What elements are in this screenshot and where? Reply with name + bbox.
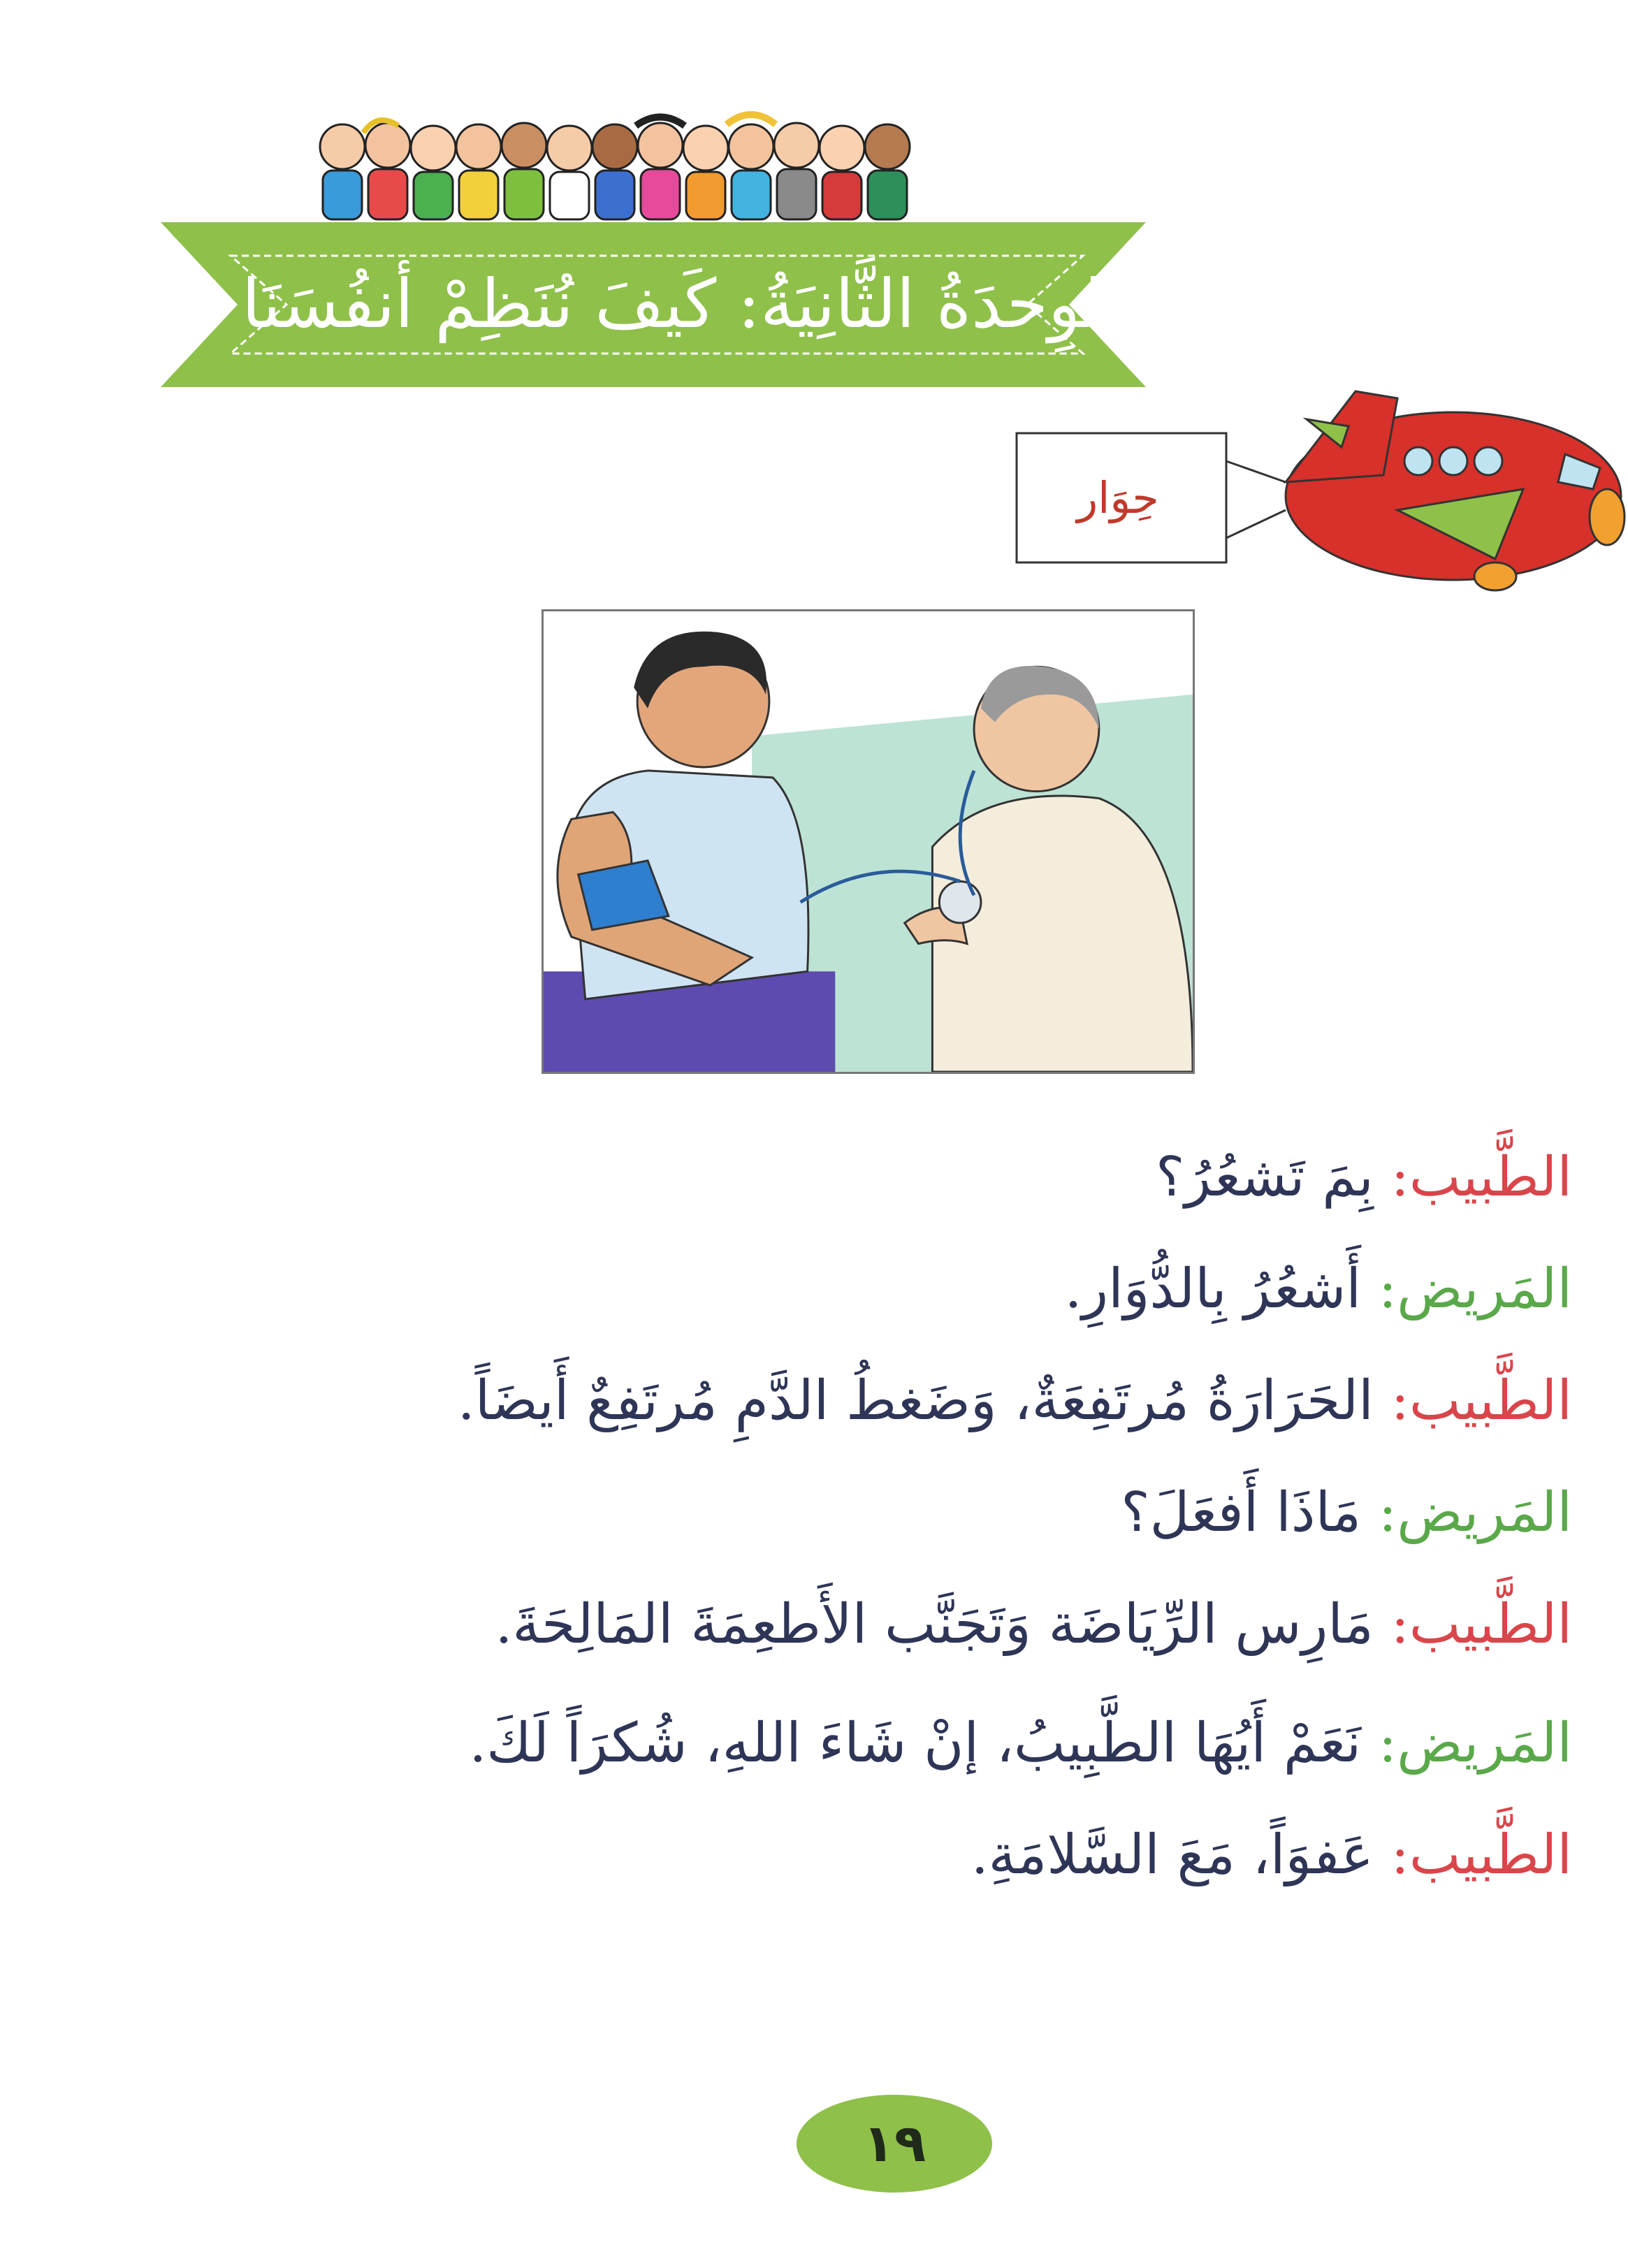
line-text: بِمَ تَشعُرُ؟ bbox=[1156, 1146, 1374, 1209]
unit-title: الوِحدَةُ الثَّانِيَةُ: كَيفَ نُنَظِمْ أنفُسَنَا ؟ bbox=[184, 265, 1122, 343]
dialogue-line bbox=[210, 1146, 1572, 1209]
speaker-label: الطَّبيب: bbox=[1390, 1593, 1572, 1656]
line-text: أَشعُرُ بِالدُّوَارِ. bbox=[1064, 1258, 1362, 1321]
dialogue-line bbox=[210, 1369, 1572, 1432]
line-text: عَفوَاً، مَعَ السَّلامَةِ. bbox=[971, 1824, 1374, 1887]
line-text: مَاذَا أَفعَلَ؟ bbox=[1121, 1481, 1362, 1544]
dialogue bbox=[210, 1146, 1572, 1942]
dialogue-line bbox=[210, 1712, 1572, 1775]
speaker-label: المَريض: bbox=[1378, 1712, 1572, 1775]
line-text: الحَرَارَةُ مُرتَفِعَةٌ، وَضَغطُ الدَّمِ مُرتَفِعٌ أَيضَاً. bbox=[457, 1369, 1374, 1432]
speaker-label: الطَّبيب: bbox=[1390, 1146, 1572, 1209]
children-row-illustration bbox=[314, 105, 943, 231]
page-number: ١٩ bbox=[797, 2095, 992, 2193]
speaker-label: المَريض: bbox=[1378, 1258, 1572, 1321]
speaker-label: الطَّبيب: bbox=[1390, 1369, 1572, 1432]
speaker-label: المَريض: bbox=[1378, 1481, 1572, 1544]
doctor-patient-illustration bbox=[542, 609, 1195, 1074]
dialogue-line bbox=[210, 1593, 1572, 1656]
dialogue-line bbox=[210, 1824, 1572, 1887]
line-text: مَارِس الرِّيَاضَة وَتَجَنَّب الأَطعِمَةَ المَالِحَةَ. bbox=[495, 1593, 1374, 1656]
line-text: نَعَمْ أَيُهَا الطَّبِيبُ، إنْ شَاءَ اللهِ، شُكرَاً لَكَ. bbox=[469, 1712, 1362, 1775]
dialogue-line bbox=[210, 1481, 1572, 1544]
section-label-flag: حِوَار bbox=[1077, 472, 1159, 523]
speaker-label: الطَّبيب: bbox=[1390, 1824, 1572, 1887]
dialogue-line bbox=[210, 1258, 1572, 1321]
